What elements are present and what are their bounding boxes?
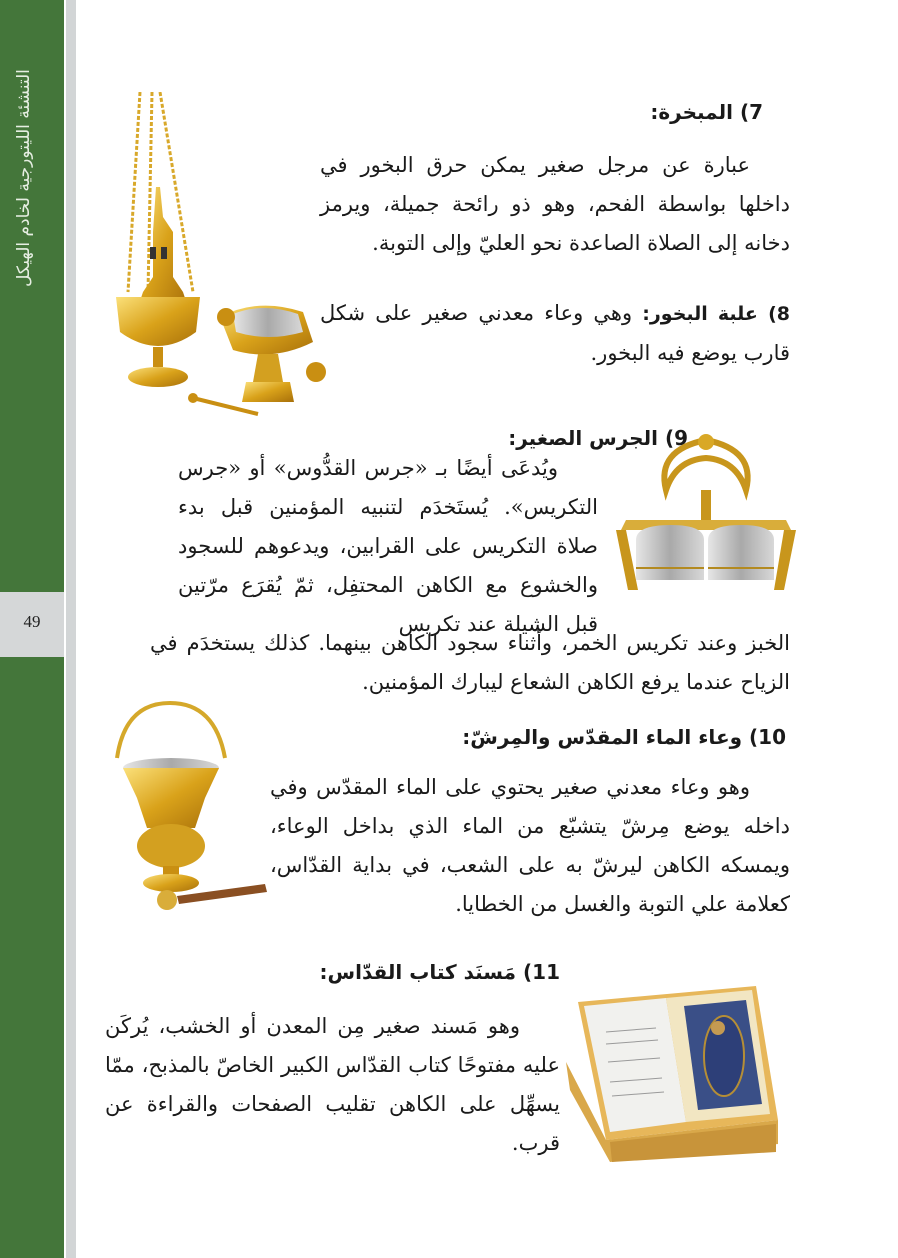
sidebar-gutter [66,0,76,1258]
page-number: 49 [23,612,41,631]
section-8-body-block [320,294,790,373]
section-9-body-wrapped: ويُدعَى أيضًا بـ «جرس القدُّوس» أو «جرس التكريس». يُستَخدَم لتنبيه المؤمنين قبل بدء صلاة التكريس على القرابين، ويدعوهم للسجود والخشوع مع الكاهن المحتفِل، ثمّ يُقرَع مرّتين قبل الشيلة عند تكريس [178,456,598,636]
section-7-heading [650,100,763,124]
section-10-body: وهو وعاء معدني صغير يحتوي على الماء المقدّس وفي داخله يوضع مِرشّ يتشبّع من الماء الذي بداخل الوعاء، ويمسكه الكاهن ليرشّ به على الشعب، في بداية القدّاس، كعلامة علي التوبة والغسل من الخطايا. [270,775,790,916]
section-11-heading [320,960,561,984]
section-9-body-full: الخبز وعند تكريس الخمر، وأثناء سجود الكاهن بينهما. كذلك يستخدَم في الزياح عندما يرفع الكاهن الشعاع ليبارك المؤمنين. [150,631,790,694]
section-title: وعاء الماء المقدّس والمِرشّ: [462,725,743,749]
sidebar-band-bottom [0,657,64,1258]
section-number: 10) [749,725,786,749]
section-title: الجرس الصغير: [508,426,658,450]
running-title: التنشئة الليتورجية لخادم الهيكل [14,69,34,287]
missal-stand-image [566,972,788,1164]
censer-image [108,92,333,422]
section-10-heading [462,725,786,749]
section-8-number: 8) [768,303,790,325]
section-8-title: علبة البخور: [642,303,758,325]
section-11-body: وهو مَسند صغير مِن المعدن أو الخشب، يُركَن عليه مفتوحًا كتاب القدّاس الكبير الخاصّ بالمذبح، ممّا يسهِّل على الكاهن تقليب الصفحات والقراءة عن قرب. [105,1014,560,1155]
section-title: المبخرة: [650,100,733,124]
holy-water-vessel-image [105,698,275,918]
sanctus-bells-image [616,430,796,600]
section-number: 9) [664,426,688,450]
section-number: 7) [739,100,763,124]
section-number: 11) [523,960,560,984]
section-8-body: وهي وعاء معدني صغير على شكل قارب يوضع فيه البخور. [320,301,790,365]
section-title: مَسنَد كتاب القدّاس: [319,960,517,984]
section-7-body: عبارة عن مرجل صغير يمكن حرق البخور في داخلها بواسطة الفحم، وهو ذو رائحة جميلة، ويرمز دخانه إلى الصلاة الصاعدة نحو العليّ وإلى التوبة. [320,153,790,255]
